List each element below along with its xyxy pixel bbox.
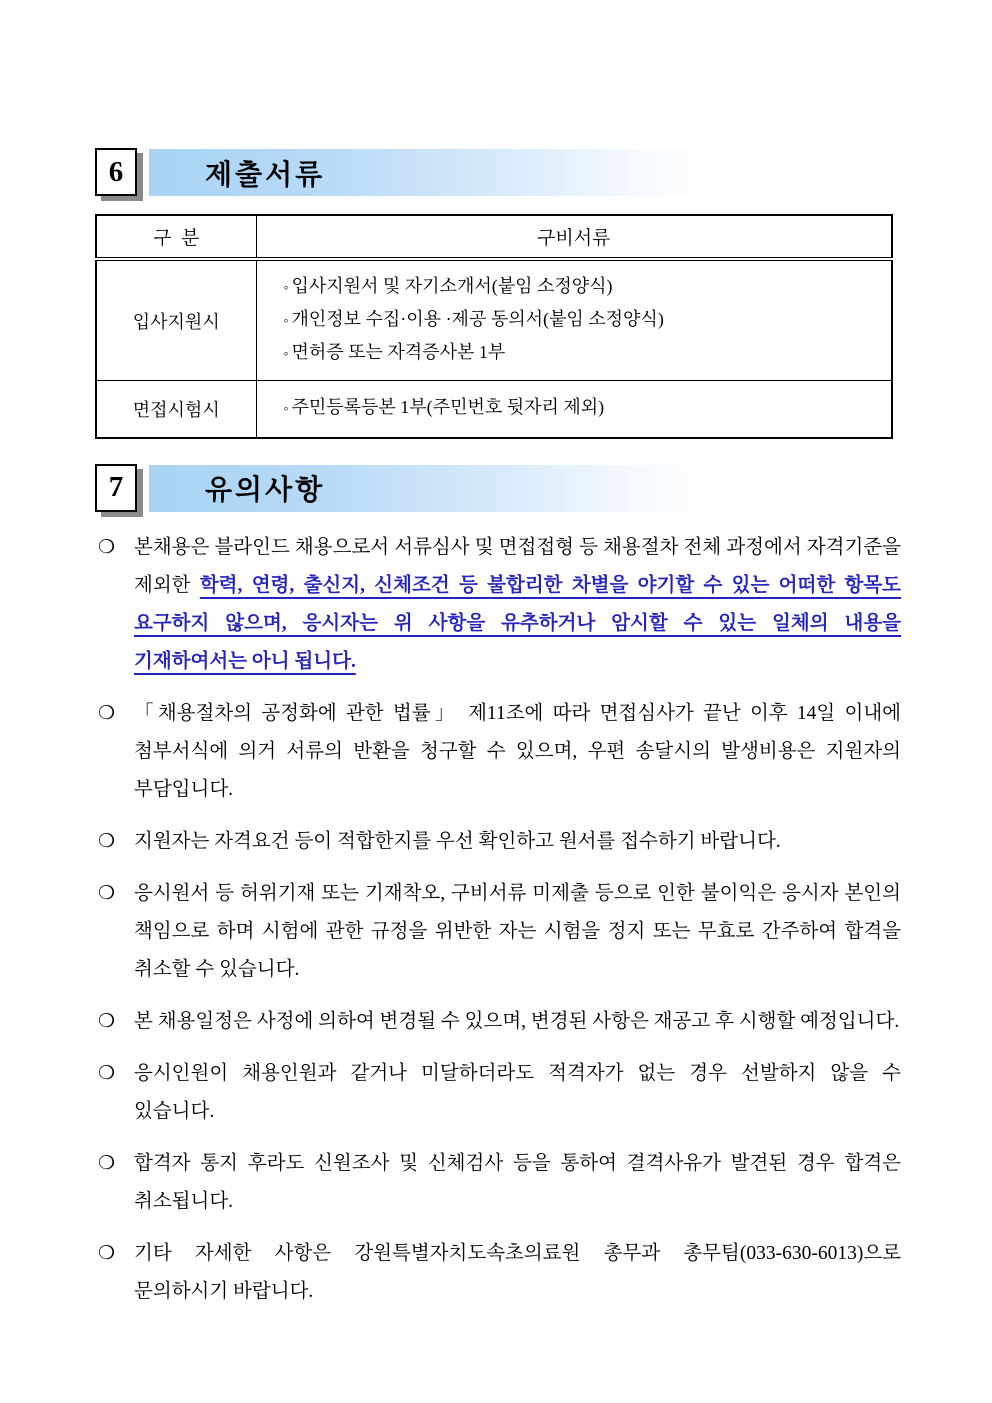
document-item [284,392,882,425]
circle-bullet-icon: ◦ [283,402,289,418]
notice-item-check-eligibility [95,823,901,861]
notice-item-disqualification [95,1145,901,1221]
document-item [284,304,882,337]
circle-bullet-icon: ◦ [283,314,289,329]
section-6-title: 제출서류 [205,159,326,191]
document-item-text: 주민등록등본 1부(주민번호 뒷자리 제외) [291,397,605,418]
column-header-documents: 구비서류 [256,215,892,259]
list-circle-icon: ❍ [98,702,116,724]
notice-text: 응시인원이 채용인원과 같거나 미달하더라도 적격자가 없는 경우 선발하지 않을 수 있습니다. [134,1062,901,1122]
notices-list [95,529,901,1311]
section-7-number-box [95,464,137,512]
section-6-header [95,148,895,197]
submission-documents-table [95,214,893,439]
notice-item-document-return [95,695,901,809]
row-label-application: 입사지원시 [96,259,256,381]
notice-item-no-selection [95,1055,901,1131]
notice-text: 지원자는 자격요건 등이 적합한지를 우선 확인하고 원서를 접수하기 바랍니다. [134,830,781,852]
circle-bullet-icon: ◦ [283,347,289,362]
notice-text: 본 채용일정은 사정에 의하여 변경될 수 있으며, 변경된 사항은 재공고 후 시행할 예정입니다. [134,1010,900,1032]
notice-text: 합격자 통지 후라도 신원조사 및 신체검사 등을 통하여 결격사유가 발견된 경우 합격은 취소됩니다. [134,1152,901,1212]
notice-text: 기타 자세한 사항은 강원특별자치도속초의료원 총무과 총무팀(033-630-6013)으로 문의하시기 바랍니다. [134,1242,901,1302]
row-label-interview: 면접시험시 [96,381,256,438]
notice-highlight-text: 학력, 연령, 출신지, 신체조건 등 불합리한 차별을 야기할 수 있는 어떠한 항목도 요구하지 않으며, 응시자는 위 사항을 유추하거나 암시할 수 있는 일체의 내용을 기재하여서는 아니 됩니다. [134,574,901,672]
notice-text: 응시원서 등 허위기재 또는 기재착오, 구비서류 미제출 등으로 인한 불이익은 응시자 본인의 책임으로 하며 시험에 관한 규정을 위반한 자는 시험을 정지 또는 무효로 간주하여 합격을 취소할 수 있습니다. [134,882,901,980]
section-7-number: 7 [108,471,124,503]
list-circle-icon: ❍ [98,830,116,852]
circle-bullet-icon: ◦ [283,281,289,296]
row-items-interview [256,381,892,438]
document-item [284,337,882,370]
document-item [284,271,882,304]
notice-item-schedule-change [95,1003,901,1041]
list-circle-icon: ❍ [98,1010,116,1032]
list-circle-icon: ❍ [98,1242,116,1264]
document-item-text: 입사지원서 및 자기소개서(붙임 소정양식) [291,276,613,296]
section-6-number-box [95,148,137,196]
list-circle-icon: ❍ [98,536,116,558]
notice-item-blind-hiring [95,529,901,681]
table-header-row [96,215,892,259]
column-header-category: 구 분 [96,215,256,259]
notice-item-contact-info [95,1235,901,1311]
table-row-application [96,259,892,381]
row-items-application [256,259,892,381]
notice-text: 「채용절차의 공정화에 관한 법률」 제11조에 따라 면접심사가 끝난 이후 14일 이내에 첨부서식에 의거 서류의 반환을 청구할 수 있으며, 우편 송달시의 발생비용은 지원자의 부담입니다. [134,702,901,800]
notice-text: 본채용은 블라인드 채용으로서 서류심사 및 면접접형 등 채용절차 전체 과정에서 자격기준을 제외한 [134,536,901,596]
section-7-title: 유의사항 [205,475,326,506]
list-circle-icon: ❍ [98,1152,116,1174]
document-item-text: 면허증 또는 자격증사본 1부 [291,342,506,362]
section-6-number: 6 [108,155,124,188]
section-6-title-bar [149,149,726,196]
list-circle-icon: ❍ [98,882,116,904]
section-7-title-bar [149,465,726,512]
section-7-header [95,464,895,513]
notice-item-false-statement [95,875,901,989]
list-circle-icon: ❍ [98,1062,116,1084]
document-item-text: 개인정보 수집·이용 ·제공 동의서(붙임 소정양식) [291,309,664,329]
table-row-interview [96,381,892,438]
